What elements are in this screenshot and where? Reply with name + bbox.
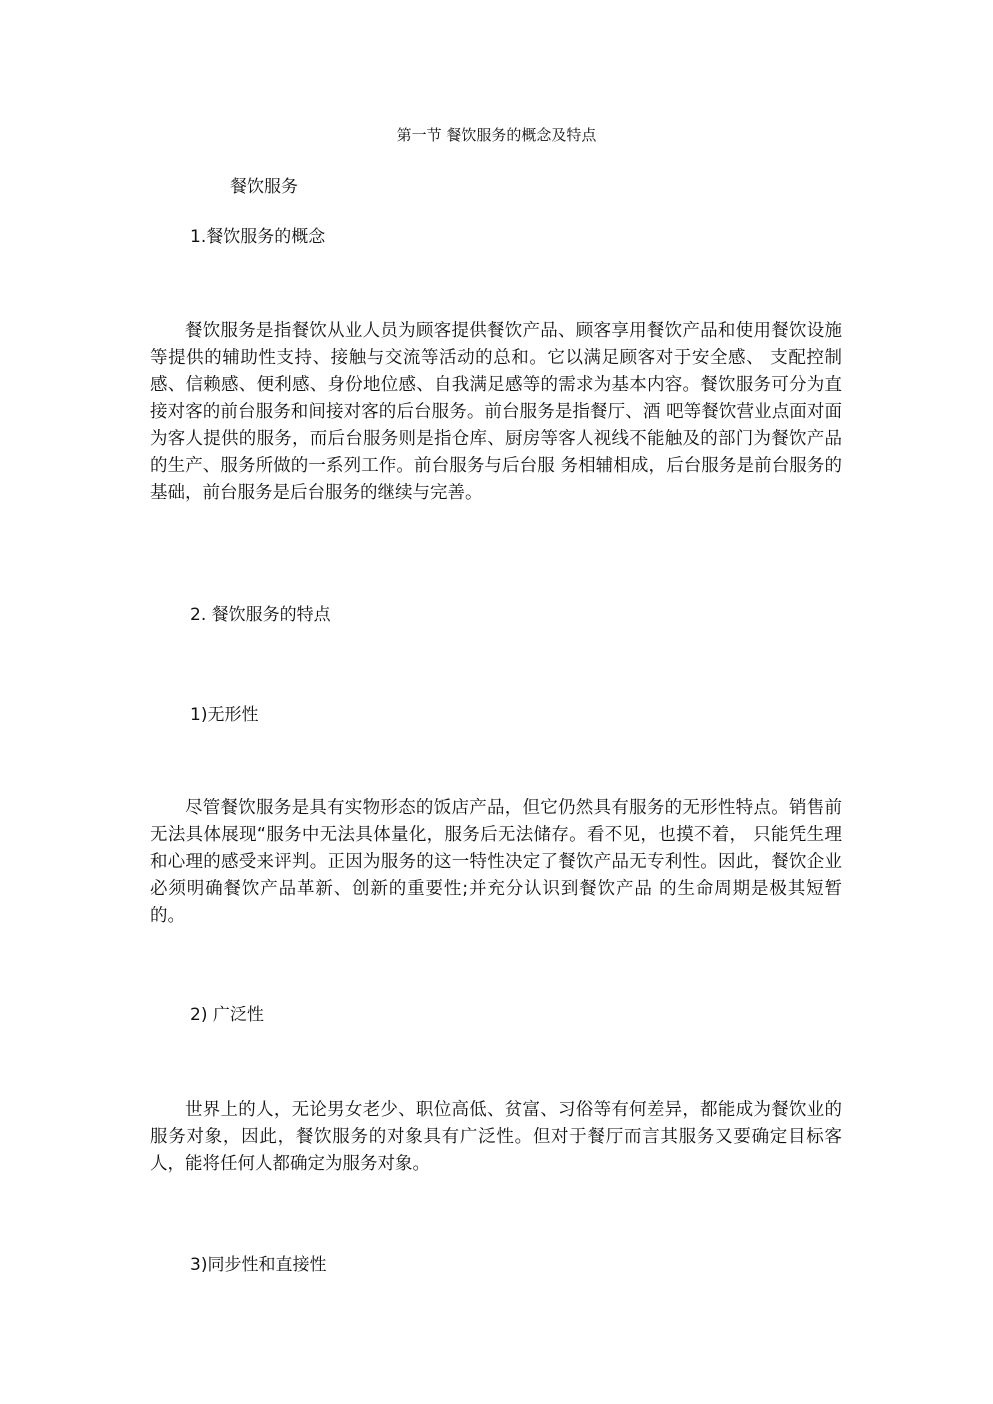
heading-concept: 1.餐饮服务的概念 — [190, 227, 326, 247]
paragraph-broad: 世界上的人，无论男女老少、职位高低、贫富、习俗等有何差异，都能成为餐饮业的服务对象，因此，餐饮服务的对象具有广泛性。但对于餐厅而言其服务又要确定目标客人，能将任何人都确定为服务对象。 — [150, 1100, 842, 1174]
paragraph-intangible: 尽管餐饮服务是具有实物形态的饭店产品，但它仍然具有服务的无形性特点。销售前无法具体展现“服务中无法具体量化，服务后无法储存。看不见，也摸不着， 只能凭生理和心理的感受来评判。正因为服务的这一特性决定了餐饮产品无专利性。因此，餐饮企业必须明确餐饮产品革新、创新的重要性;并充分认识到餐饮产品 的生命周期是极其短暂的。 — [150, 798, 842, 926]
heading-sync: 3)同步性和直接性 — [190, 1255, 327, 1275]
heading-intangible: 1)无形性 — [190, 705, 259, 725]
page-title: 第一节 餐饮服务的概念及特点 — [396, 126, 597, 144]
heading-features: 2. 餐饮服务的特点 — [190, 605, 331, 625]
section-heading: 餐饮服务 — [230, 177, 298, 197]
paragraph-concept: 餐饮服务是指餐饮从业人员为顾客提供餐饮产品、顾客享用餐饮产品和使用餐饮设施等提供的辅助性支持、接触与交流等活动的总和。它以满足顾客对于安全感、 支配控制感、信赖感、便利感、身份地位感、自我满足感等的需求为基本内容。餐饮服务可分为直接对客的前台服务和间接对客的后台服务。前台服务是指餐厅、酒 吧等餐饮营业点面对面为客人提供的服务，而后台服务则是指仓库、厨房等客人视线不能触及的部门为餐饮产品的生产、服务所做的一系列工作。前台服务与后台服 务相辅相成，后台服务是前台服务的基础，前台服务是后台服务的继续与完善。 — [150, 321, 842, 503]
heading-broad: 2) 广泛性 — [190, 1005, 264, 1025]
